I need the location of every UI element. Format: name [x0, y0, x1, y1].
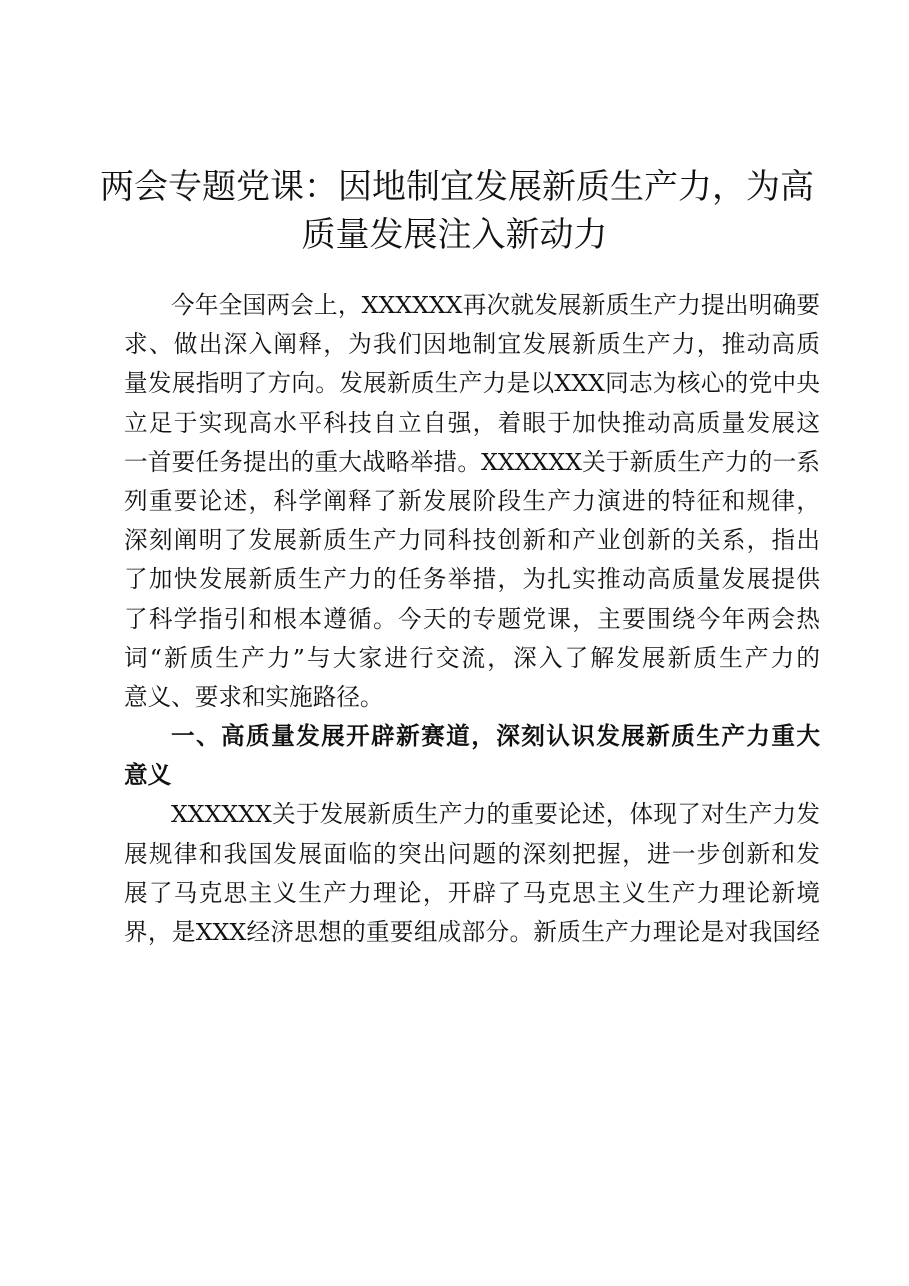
paragraph-line: 列重要论述，科学阐释了新发展阶段生产力演进的特征和规律，: [124, 486, 820, 515]
paragraph-line: 展了马克思主义生产力理论，开辟了马克思主义生产力理论新境: [124, 878, 820, 907]
paragraph-line: 立足于实现高水平科技自立自强，着眼于加快推动高质量发展这: [124, 408, 820, 437]
paragraph-line: 今年全国两会上，XXXXXX再次就发展新质生产力提出明确要: [171, 291, 820, 319]
paragraph-line: 量发展指明了方向。发展新质生产力是以XXX同志为核心的党中央: [124, 369, 820, 398]
title-line: 两会专题党课：因地制宜发展新质生产力，为高: [100, 167, 814, 207]
paragraph-line: 意义、要求和实施路径。: [124, 682, 384, 711]
paragraph-line: 展规律和我国发展面临的突出问题的深刻把握，进一步创新和发: [124, 839, 820, 868]
section-paragraph: [124, 795, 820, 952]
paragraph-line: 了科学指引和根本遵循。今天的专题党课，主要围绕今年两会热: [124, 604, 820, 633]
document-title: [100, 163, 814, 259]
title-line: 质量发展注入新动力: [301, 215, 608, 255]
paragraph-line: 深刻阐明了发展新质生产力同科技创新和产业创新的关系，指出: [124, 526, 820, 555]
paragraph-line: 求、做出深入阐释，为我们因地制宜发展新质生产力，推动高质: [124, 330, 820, 359]
heading-line: 一、高质量发展开辟新赛道，深刻认识发展新质生产力重大: [171, 722, 820, 751]
intro-paragraph: [124, 286, 820, 717]
paragraph-line: XXXXXX关于发展新质生产力的重要论述，体现了对生产力发: [171, 800, 820, 829]
paragraph-line: 一首要任务提出的重大战略举措。XXXXXX关于新质生产力的一系: [124, 447, 820, 476]
heading-line: 意义: [124, 761, 172, 790]
document-body: [124, 286, 820, 952]
paragraph-line: 了加快发展新质生产力的任务举措，为扎实推动高质量发展提供: [124, 565, 820, 594]
section-heading: [124, 717, 820, 795]
paragraph-line: 词“新质生产力”与大家进行交流，深入了解发展新质生产力的: [124, 643, 820, 672]
paragraph-line: 界，是XXX经济思想的重要组成部分。新质生产力理论是对我国经: [124, 918, 820, 946]
